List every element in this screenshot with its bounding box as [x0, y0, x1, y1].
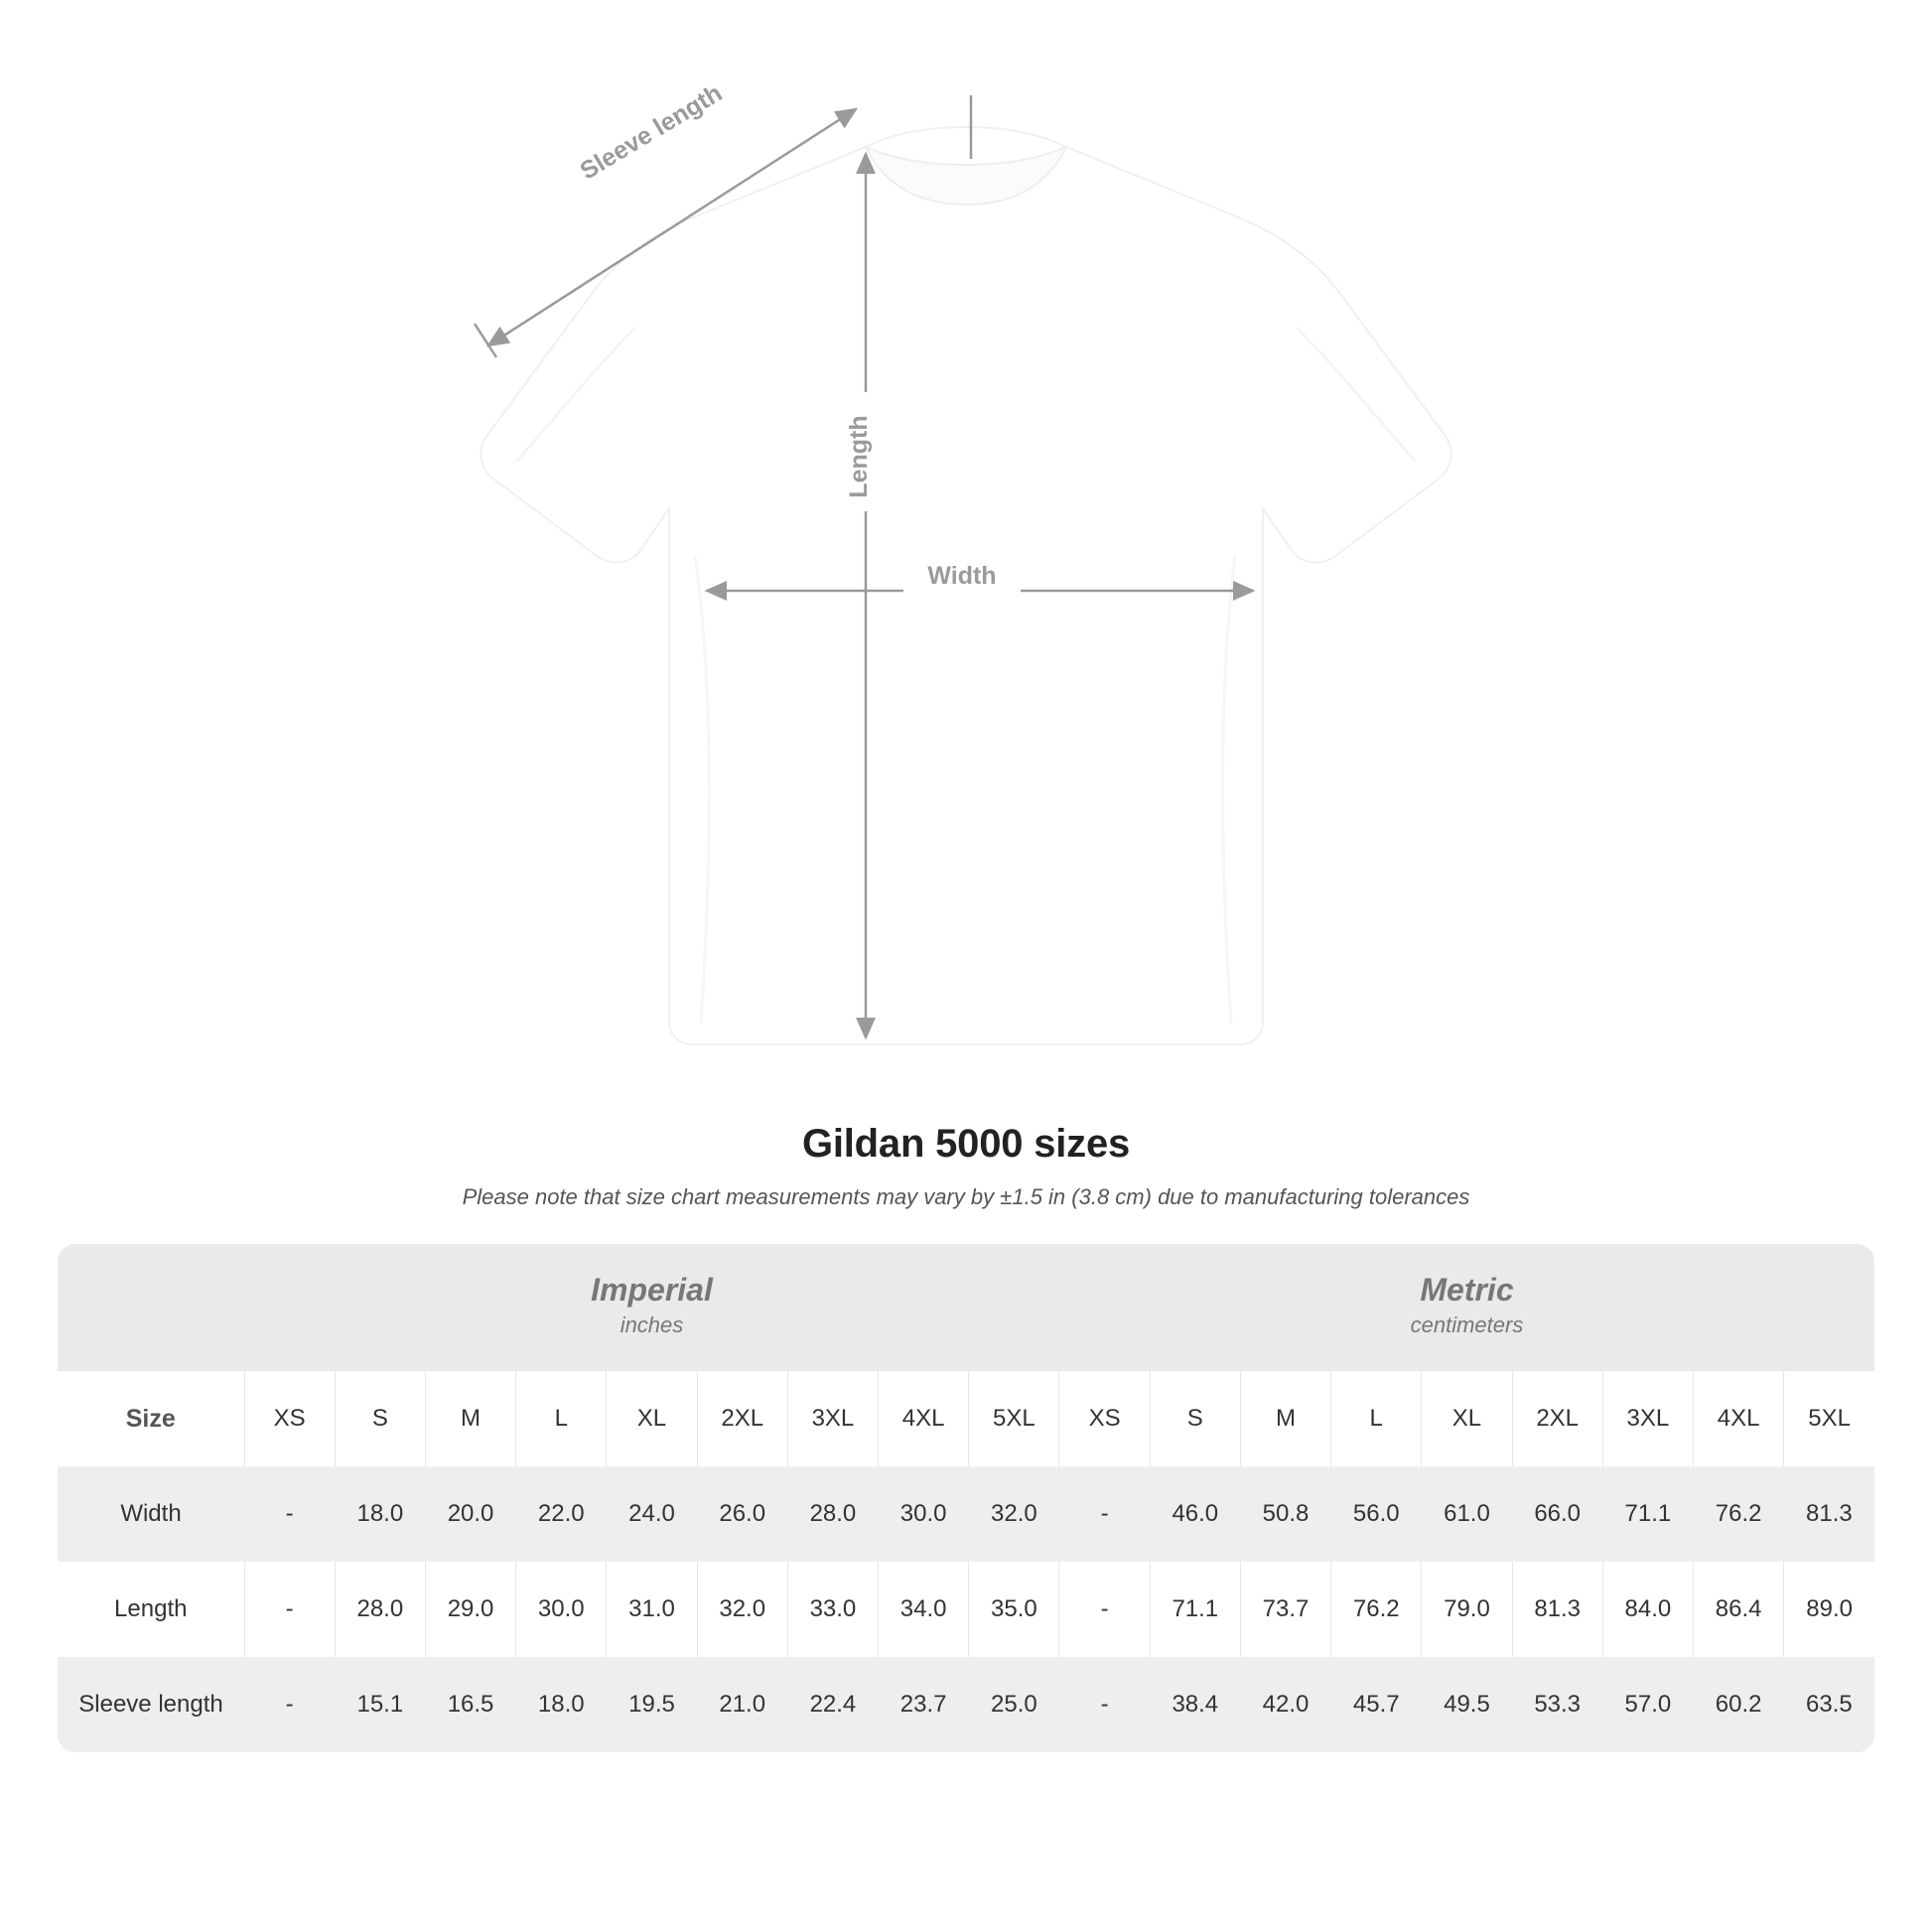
header-metric-4xl: 4XL [1694, 1371, 1784, 1466]
length-imperial-3xl: 33.0 [787, 1562, 878, 1657]
table-row [58, 1562, 1874, 1657]
width-metric-xl: 61.0 [1422, 1466, 1512, 1562]
length-imperial-l: 30.0 [516, 1562, 607, 1657]
length-imperial-xl: 31.0 [607, 1562, 697, 1657]
header-size-label: Size [58, 1371, 244, 1466]
sleeve-imperial-5xl: 25.0 [969, 1657, 1059, 1752]
header-imperial-xs: XS [244, 1371, 335, 1466]
header-metric-l: L [1331, 1371, 1422, 1466]
sleeve-imperial-xl: 19.5 [607, 1657, 697, 1752]
header-metric-m: M [1240, 1371, 1330, 1466]
width-metric-5xl: 81.3 [1784, 1466, 1874, 1562]
length-imperial-2xl: 32.0 [697, 1562, 787, 1657]
header-imperial-xl: XL [607, 1371, 697, 1466]
length-metric-xl: 79.0 [1422, 1562, 1512, 1657]
width-metric-l: 56.0 [1331, 1466, 1422, 1562]
length-metric-l: 76.2 [1331, 1562, 1422, 1657]
sleeve-imperial-s: 15.1 [335, 1657, 425, 1752]
row-label-sleeve-length: Sleeve length [58, 1657, 244, 1752]
sleeve-metric-2xl: 53.3 [1512, 1657, 1602, 1752]
row-label-width: Width [58, 1466, 244, 1562]
length-label: Length [845, 415, 873, 498]
length-metric-xs: - [1059, 1562, 1150, 1657]
sleeve-metric-3xl: 57.0 [1602, 1657, 1693, 1752]
unit-group-spacer [58, 1244, 244, 1371]
sleeve-imperial-l: 18.0 [516, 1657, 607, 1752]
sleeve-metric-m: 42.0 [1240, 1657, 1330, 1752]
unit-group-imperial-unit: inches [620, 1312, 684, 1337]
width-metric-4xl: 76.2 [1694, 1466, 1784, 1562]
sleeve-imperial-m: 16.5 [425, 1657, 515, 1752]
header-imperial-s: S [335, 1371, 425, 1466]
length-imperial-xs: - [244, 1562, 335, 1657]
header-imperial-5xl: 5XL [969, 1371, 1059, 1466]
length-imperial-5xl: 35.0 [969, 1562, 1059, 1657]
row-label-length: Length [58, 1562, 244, 1657]
table-row [58, 1466, 1874, 1562]
unit-group-row [58, 1244, 1874, 1371]
length-metric-2xl: 81.3 [1512, 1562, 1602, 1657]
width-metric-m: 50.8 [1240, 1466, 1330, 1562]
sleeve-metric-l: 45.7 [1331, 1657, 1422, 1752]
table-header-row [58, 1371, 1874, 1466]
width-metric-xs: - [1059, 1466, 1150, 1562]
chart-heading [0, 1122, 1932, 1210]
width-metric-s: 46.0 [1150, 1466, 1240, 1562]
length-imperial-m: 29.0 [425, 1562, 515, 1657]
sleeve-metric-xl: 49.5 [1422, 1657, 1512, 1752]
width-imperial-s: 18.0 [335, 1466, 425, 1562]
width-metric-3xl: 71.1 [1602, 1466, 1693, 1562]
unit-group-metric [1059, 1244, 1874, 1371]
sleeve-metric-s: 38.4 [1150, 1657, 1240, 1752]
sleeve-imperial-2xl: 21.0 [697, 1657, 787, 1752]
header-imperial-2xl: 2XL [697, 1371, 787, 1466]
header-metric-xl: XL [1422, 1371, 1512, 1466]
header-imperial-3xl: 3XL [787, 1371, 878, 1466]
size-table [58, 1244, 1874, 1752]
sleeve-metric-4xl: 60.2 [1694, 1657, 1784, 1752]
length-metric-4xl: 86.4 [1694, 1562, 1784, 1657]
width-imperial-xl: 24.0 [607, 1466, 697, 1562]
page-title: Gildan 5000 sizes [801, 1122, 1131, 1166]
sleeve-imperial-4xl: 23.7 [879, 1657, 969, 1752]
unit-group-imperial [244, 1244, 1059, 1371]
sleeve-imperial-xs: - [244, 1657, 335, 1752]
length-imperial-4xl: 34.0 [879, 1562, 969, 1657]
length-metric-m: 73.7 [1240, 1562, 1330, 1657]
tolerance-note: Please note that size chart measurements may vary by ±1.5 in (3.8 cm) due to manufacturing tolerances [462, 1184, 1470, 1209]
sleeve-metric-xs: - [1059, 1657, 1150, 1752]
width-imperial-3xl: 28.0 [787, 1466, 878, 1562]
length-metric-3xl: 84.0 [1602, 1562, 1693, 1657]
width-imperial-m: 20.0 [425, 1466, 515, 1562]
width-label: Width [927, 562, 997, 590]
width-imperial-l: 22.0 [516, 1466, 607, 1562]
sleeve-length-label: Sleeve length [575, 78, 728, 186]
header-metric-2xl: 2XL [1512, 1371, 1602, 1466]
width-imperial-5xl: 32.0 [969, 1466, 1059, 1562]
sleeve-imperial-3xl: 22.4 [787, 1657, 878, 1752]
header-imperial-m: M [425, 1371, 515, 1466]
header-metric-5xl: 5XL [1784, 1371, 1874, 1466]
header-metric-3xl: 3XL [1602, 1371, 1693, 1466]
length-metric-s: 71.1 [1150, 1562, 1240, 1657]
header-imperial-l: L [516, 1371, 607, 1466]
width-metric-2xl: 66.0 [1512, 1466, 1602, 1562]
width-imperial-2xl: 26.0 [697, 1466, 787, 1562]
size-table-wrapper [58, 1244, 1874, 1752]
width-imperial-xs: - [244, 1466, 335, 1562]
header-imperial-4xl: 4XL [879, 1371, 969, 1466]
unit-group-metric-unit: centimeters [1410, 1312, 1524, 1337]
width-imperial-4xl: 30.0 [879, 1466, 969, 1562]
length-metric-5xl: 89.0 [1784, 1562, 1874, 1657]
header-metric-xs: XS [1059, 1371, 1150, 1466]
length-imperial-s: 28.0 [335, 1562, 425, 1657]
unit-group-imperial-name: Imperial [591, 1271, 713, 1308]
header-metric-s: S [1150, 1371, 1240, 1466]
table-row [58, 1657, 1874, 1752]
sleeve-metric-5xl: 63.5 [1784, 1657, 1874, 1752]
unit-group-metric-name: Metric [1420, 1271, 1514, 1308]
